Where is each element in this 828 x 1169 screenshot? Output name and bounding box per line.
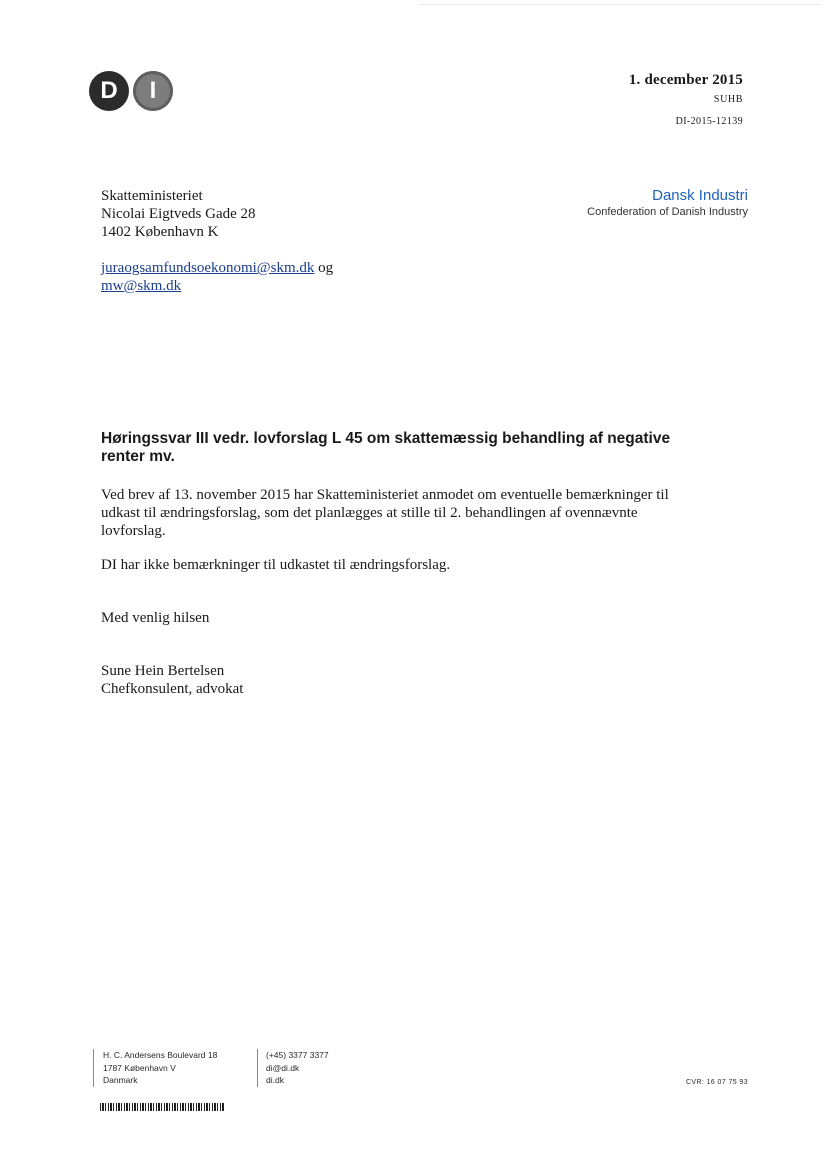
signature-block: [101, 662, 676, 698]
footer-phone: (+45) 3377 3377: [266, 1050, 329, 1060]
logo-letter-i: I: [133, 71, 173, 111]
recipient-emails: [101, 259, 333, 295]
signer-title: Chefkonsulent, advokat: [101, 681, 244, 697]
organization-name: Dansk Industri: [652, 187, 748, 204]
organization-subtitle: Confederation of Danish Industry: [587, 206, 748, 218]
document-barcode: [100, 1103, 224, 1111]
footer-address-line-1: H. C. Andersens Boulevard 18: [103, 1050, 218, 1060]
recipient-address: [101, 187, 256, 241]
letter-subject: Høringssvar III vedr. lovforslag L 45 om skattemæssig behandling af negative renter mv.: [101, 430, 671, 465]
closing-greeting: Med venlig hilsen: [101, 610, 210, 626]
footer-cvr: CVR: 16 07 75 93: [685, 1079, 748, 1086]
email-connector: og: [314, 260, 334, 276]
footer-address-line-3: Danmark: [103, 1075, 138, 1085]
author-initials: SUHB: [713, 94, 743, 105]
email-link-primary[interactable]: juraogsamfundsoekonomi@skm.dk: [101, 260, 315, 276]
footer-web: di.dk: [266, 1075, 284, 1085]
email-link-secondary[interactable]: mw@skm.dk: [101, 278, 182, 294]
signer-name: Sune Hein Bertelsen: [101, 663, 225, 679]
recipient-street: Nicolai Eigtveds Gade 28: [101, 206, 256, 222]
recipient-city: 1402 København K: [101, 224, 219, 240]
body-paragraph-1: Ved brev af 13. november 2015 har Skatteministeriet anmodet om eventuelle bemærkninger til udkast til ændringsforslag, som det planlægges at stille til 2. behandlingen af ovennævnte lovforslag.: [101, 487, 669, 539]
recipient-name: Skatteministeriet: [101, 188, 203, 204]
body-paragraph-2: DI har ikke bemærkninger til udkastet til ændringsforslag.: [101, 557, 451, 573]
di-logo: [89, 71, 173, 111]
footer-email: di@di.dk: [266, 1062, 300, 1073]
letter-date: 1. december 2015: [628, 72, 743, 88]
reference-number: DI-2015-12139: [675, 116, 743, 127]
footer-contact: [257, 1049, 329, 1087]
scan-edge-line: [420, 4, 820, 5]
logo-letter-d: D: [89, 71, 129, 111]
footer-address: [93, 1049, 217, 1087]
footer-address-line-2: 1787 København V: [103, 1062, 176, 1073]
